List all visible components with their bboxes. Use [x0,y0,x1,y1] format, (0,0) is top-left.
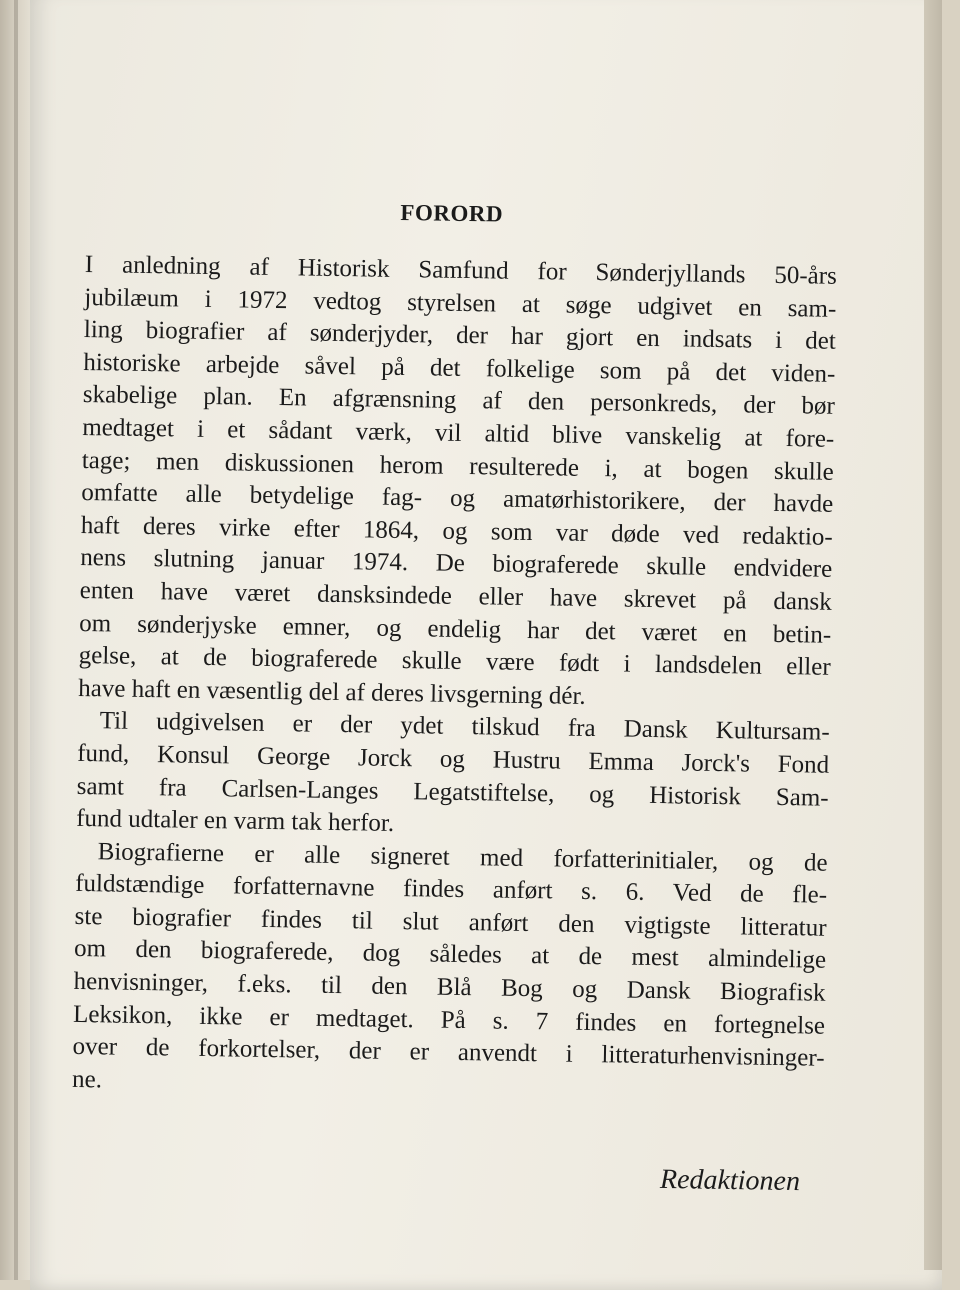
text-line: Til udgivelsen er der ydet tilskud fra Dansk Kultursam- [99,707,830,747]
text-line: ste biografier findes til slut anført den vigtigste litteratur [74,902,827,942]
text-line: ne. [71,1065,103,1094]
text-line: skabelige plan. En afgrænsning af den personkreds, der bør [82,381,835,421]
text-line: henvisninger, f.eks. til den Blå Bog og Dansk Biografisk [73,967,826,1007]
paragraph-2 [76,705,830,847]
page-right-edge [924,0,942,1270]
text-line: have haft en væsentlig del af deres livsgerning dér. [78,674,586,710]
text-line: historiske arbejde såvel på det folkelige som på det viden- [83,348,836,388]
text-line: medtaget i et sådant værk, vil altid blive vanskelig at fore- [82,413,835,453]
text-line: fund, Konsul George Jorck og Hustru Emma Jorck's Fond [77,739,830,779]
text-line: haft deres virke efter 1864, og som var døde ved redaktio- [80,511,833,551]
text-line: om den biograferede, dog således at de mest almindelige [73,935,827,975]
page-title: FORORD [400,199,504,227]
text-line: over de forkortelser, der er anvendt i litteraturhenvisninger- [72,1033,825,1072]
signature: Redaktionen [659,1163,801,1198]
text-line: omfatte alle betydelige fag- og amatørhistorikere, der havde [81,479,834,518]
text-line: nens slutning januar 1974. De biograferede skulle endvidere [80,544,833,584]
paragraph-3 [72,836,828,1109]
text-line: Leksikon, ikke er medtaget. På s. 7 findes en fortegnelse [72,1000,826,1040]
text-line: ling biografier af sønderjyder, der har gjort en indsats i det [83,316,837,355]
text-line: tage; men diskussionen herom resulterede i, at bogen skulle [81,446,834,486]
previous-page-edge [14,0,18,1280]
paragraph-1 [78,249,837,717]
text-line: gelse, at de biograferede skulle være født i landsdelen eller [78,642,831,681]
text-line: fund udtaler en varm tak herfor. [75,805,395,838]
text-line: I anledning af Historisk Samfund for Sønderjyllands 50-års [84,250,838,290]
text-line: Biografierne er alle signeret med forfatterinitialer, og de [97,837,828,877]
text-line: samt fra Carlsen-Langes Legatstiftelse, og Historisk Sam- [76,772,829,812]
text-line: jubilæum i 1972 vedtog styrelsen at søge udgivet en sam- [84,283,837,323]
text-line: om sønderjyske emner, og endelig har det været en betin- [79,609,832,649]
text-line: enten have været dansksindede eller have skrevet på dansk [79,576,832,616]
text-line: fuldstændige forfatternavne findes anført s. 6. Ved de fle- [74,870,828,910]
foreword-text [72,195,838,1108]
